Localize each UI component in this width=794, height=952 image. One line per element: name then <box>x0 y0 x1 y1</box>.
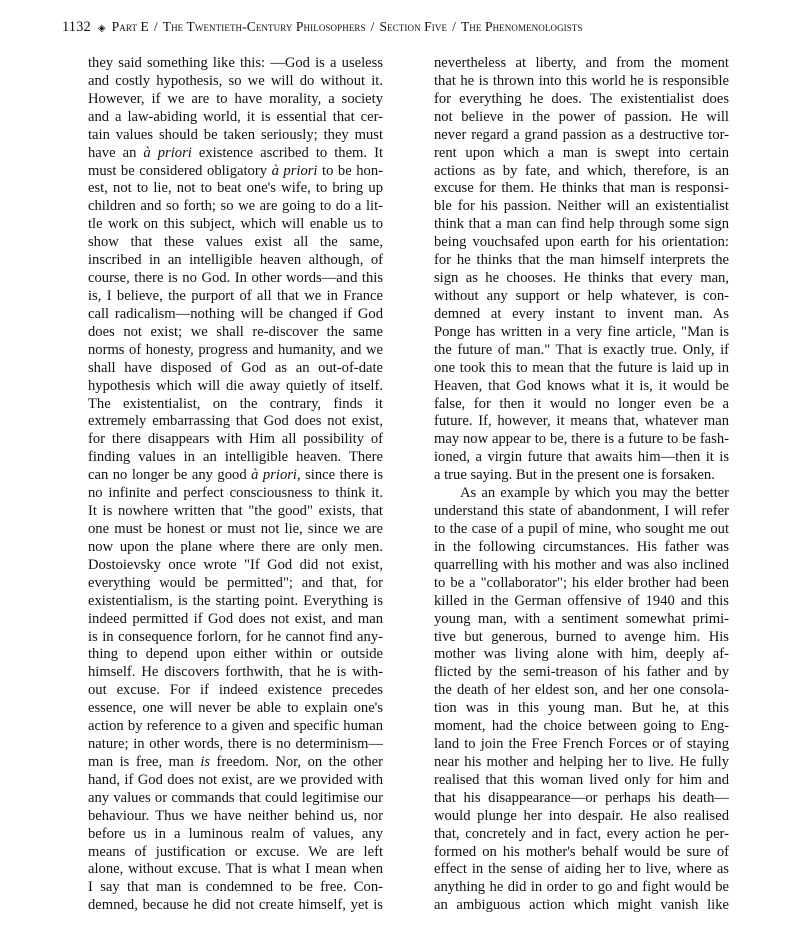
text-line: thing to depend upon either within or outside <box>88 646 383 663</box>
text-line: man is free, man is freedom. Nor, on the other <box>88 753 383 770</box>
text-line: norms of honesty, progress and humanity, and we <box>88 341 383 358</box>
text-line: for he thinks that the man himself interprets the <box>434 252 729 269</box>
text-line: that, concretely and in fact, every action he per- <box>434 825 729 842</box>
text-line: sign as he chooses. He thinks that every man, <box>434 270 729 287</box>
text-line: call radicalism—nothing will be changed if God <box>88 305 383 322</box>
text-line: indeed permitted if God does not exist, and man <box>88 610 383 627</box>
text-line: excuse for them. He thinks that man is responsi- <box>434 180 729 197</box>
text-line: action by reference to a given and specific human <box>88 718 383 735</box>
text-line: for there disappears with Him all possibility of <box>88 431 383 448</box>
text-line: may now appear to be, there is a future to be fash- <box>434 431 729 448</box>
text-line: nature; in other words, there is no determinism— <box>88 736 383 753</box>
text-line: never regard a grand passion as a destructive tor- <box>434 126 729 143</box>
text-line: one took this to mean that the future is laid up in <box>434 359 729 376</box>
text-line: any values or commands that could legitimise our <box>88 789 383 806</box>
text-line: a true saying. But in the present one is forsaken. <box>434 467 715 484</box>
text-line: no infinite and perfect consciousness to think it. <box>88 485 383 502</box>
text-line: tion was in this young man. But he, at this <box>434 700 729 717</box>
text-line: actions as by fate, and which, therefore, is an <box>434 162 729 179</box>
text-line: rent upon which a man is swept into certain <box>434 144 729 161</box>
text-line: It is nowhere written that "the good" exists, that <box>88 503 383 520</box>
text-line: Ponge has written in a very fine article, "Man is <box>434 323 729 340</box>
text-line: everything would be permitted"; and that, for <box>88 574 383 591</box>
text-line: near his mother and helping her to live. He fully <box>434 753 729 770</box>
text-line: understand this state of abandonment, I will refer <box>434 503 729 520</box>
text-line: does not exist; we shall re-discover the same <box>88 323 383 340</box>
left-text-column <box>88 55 383 915</box>
text-line: without any support or help whatever, is con- <box>434 287 729 304</box>
right-text-column <box>434 55 729 915</box>
text-line: essence, one will never be able to explain one's <box>88 700 383 717</box>
text-line: hand, if God does not exist, are we provided with <box>88 771 383 788</box>
text-line: However, if we are to have morality, a society <box>88 90 383 107</box>
text-line: tive but generous, burned to avenge him. His <box>434 628 729 645</box>
text-line: show that these values exist all the same, <box>88 234 383 251</box>
text-line: killed in the German offensive of 1940 and this <box>434 592 729 609</box>
text-line: course, there is no God. In other words—and this <box>88 270 383 287</box>
text-line: out excuse. For if indeed existence precedes <box>88 682 383 699</box>
text-line: Dostoievsky once wrote "If God did not exist, <box>88 556 383 573</box>
text-line: land to join the Free French Forces or of staying <box>434 736 729 753</box>
text-line: effect in the sense of aiding her to live, where as <box>434 861 729 878</box>
text-line: existentialism, is the starting point. Everything is <box>88 592 383 609</box>
text-line: the future of man." That is exactly true. Only, if <box>434 341 729 358</box>
page-number: 1132 <box>62 19 91 35</box>
text-line: and a law-abiding world, it is essential that cer- <box>88 108 383 125</box>
text-line: The existentialist, on the contrary, finds it <box>88 395 383 412</box>
text-line: tain values should be taken seriously; they must <box>88 126 383 143</box>
text-line: flicted by the semi-treason of his father and by <box>434 664 729 681</box>
text-line: they said something like this: —God is a useless <box>88 55 383 71</box>
text-line: moment, had the choice between going to Eng- <box>434 718 729 735</box>
text-line: alone, without excuse. That is what I mean when <box>88 861 383 878</box>
text-line: in the following circumstances. His father was <box>434 538 729 555</box>
header-separator: / <box>452 19 456 34</box>
text-line: nevertheless at liberty, and from the moment <box>434 55 729 71</box>
text-line: one must be honest or must not lie, since we are <box>88 520 383 537</box>
text-line: finding values in an intelligible heaven. There <box>88 449 383 466</box>
text-line: realised that this woman lived only for him and <box>434 771 729 788</box>
header-separator: / <box>153 19 158 34</box>
running-head <box>62 19 742 39</box>
header-separator: / <box>370 19 375 34</box>
text-line: inscribed in an intelligible heaven although, of <box>88 252 383 269</box>
text-line: tle work on this subject, which will enable us to <box>88 216 383 233</box>
subsection-label: The Phenomenologists <box>460 19 583 34</box>
text-line: to be a "collaborator"; his elder brother had been <box>434 574 729 591</box>
text-line: for everything he does. The existentialist does <box>434 90 729 107</box>
section-label: Section Five <box>379 19 448 34</box>
text-line: extremely embarrassing that God does not exist, <box>88 413 383 430</box>
book-part-title: The Twentieth-Century Philosophers <box>162 19 366 34</box>
text-line: and costly hypothesis, so we will do without it. <box>88 72 383 89</box>
text-line: would plunge her into despair. He also realised <box>434 807 729 824</box>
text-line: I say that man is condemned to be free. Con- <box>88 879 383 896</box>
text-line: to the case of a pupil of mine, who sought me out <box>434 520 729 537</box>
text-line: now upon the plane where there are only men. <box>88 538 383 555</box>
text-line: false, for then it would no longer even be a <box>434 395 729 412</box>
text-line: shall have disposed of God as an out-of-date <box>88 359 383 376</box>
text-line: anything he did in order to go and fight would be <box>434 879 729 896</box>
text-line: As an example by which you may the better <box>460 485 729 502</box>
text-line: behaviour. Thus we have neither behind us, nor <box>88 807 383 824</box>
text-line: means of justification or excuse. We are left <box>88 843 383 860</box>
part-label: Part E <box>111 19 149 34</box>
text-line: himself. He discovers forthwith, that he is with- <box>88 664 383 681</box>
text-line: can no longer be any good à priori, since there is <box>88 467 383 484</box>
ornament-icon: ◈ <box>97 23 106 34</box>
text-line: demned, because he did not create himself, yet is <box>88 897 383 914</box>
text-line: formed on his mother's behalf would be sure of <box>434 843 729 860</box>
text-line: the death of her eldest son, and her one consola- <box>434 682 729 699</box>
text-line: young man, with a sentiment somewhat primi- <box>434 610 729 627</box>
text-line: must be considered obligatory à priori to be hon- <box>88 162 383 179</box>
text-line: before us in a luminous realm of values, any <box>88 825 383 842</box>
text-line: have an à priori existence ascribed to them. It <box>88 144 383 161</box>
text-line: Heaven, that God knows what it is, it would be <box>434 377 729 394</box>
text-line: ble for his passion. Neither will an existentialist <box>434 198 729 215</box>
text-line: demned at every instant to invent man. As <box>434 305 729 322</box>
text-line: an ambiguous action which might vanish like <box>434 897 729 914</box>
text-line: quarrelling with his mother and was also inclined <box>434 556 729 573</box>
text-line: think that a man can find help through some sign <box>434 216 729 233</box>
text-line: est, not to lie, not to beat one's wife, to bring up <box>88 180 383 197</box>
text-line: ioned, a virgin future that awaits him—then it is <box>434 449 729 466</box>
text-line: not believe in the power of passion. He will <box>434 108 729 125</box>
text-line: being vouchsafed upon earth for his orientation: <box>434 234 729 251</box>
text-line: children and so forth; so we are going to do a lit- <box>88 198 383 215</box>
text-line: is in consequence forlorn, for he cannot find any- <box>88 628 383 645</box>
text-line: future. If, however, it means that, whatever man <box>434 413 729 430</box>
text-line: mother was living alone with him, deeply af- <box>434 646 729 663</box>
text-line: that his disappearance—or perhaps his death— <box>434 789 729 806</box>
text-line: that he is thrown into this world he is responsible <box>434 72 729 89</box>
text-line: is, I believe, the purport of all that we in France <box>88 287 383 304</box>
text-line: hypothesis which will die away quietly of itself. <box>88 377 383 394</box>
